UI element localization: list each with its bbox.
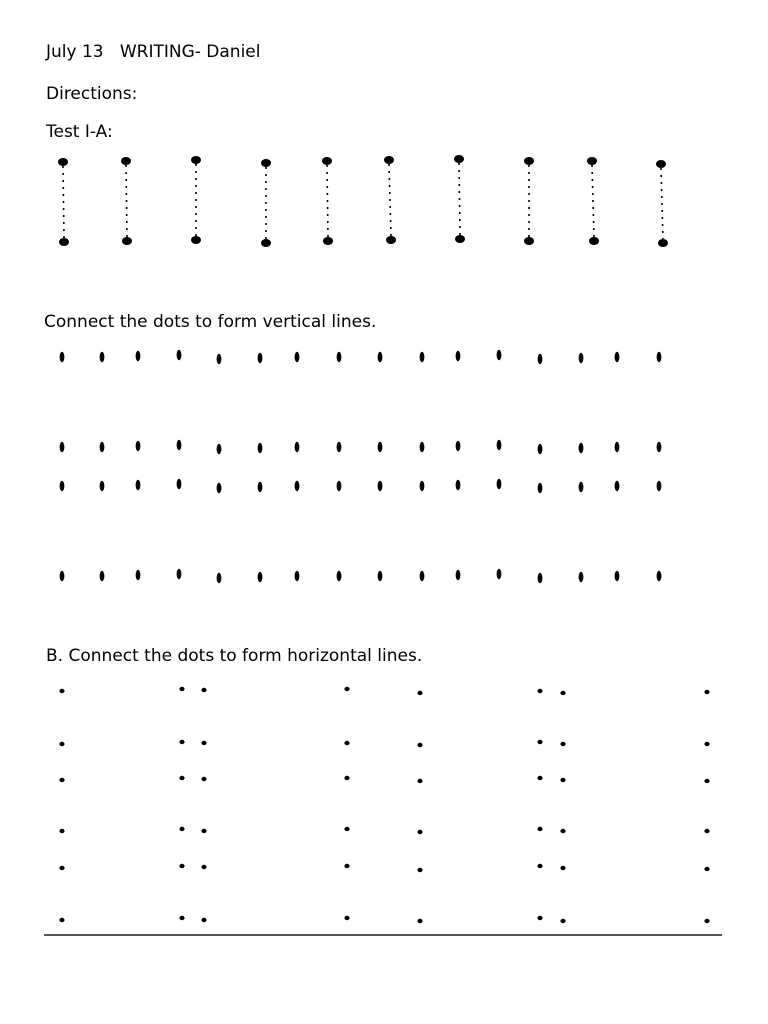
practice-dot (59, 866, 64, 870)
practice-dot (704, 829, 709, 833)
practice-dot (537, 827, 542, 831)
practice-dot (344, 741, 349, 745)
practice-dot (537, 864, 542, 868)
practice-dot (560, 866, 565, 870)
practice-dot (560, 919, 565, 923)
practice-dot (417, 868, 422, 872)
practice-dot (537, 916, 542, 920)
bottom-rule (44, 934, 722, 936)
practice-dot (59, 829, 64, 833)
practice-dot (560, 742, 565, 746)
practice-dot (704, 919, 709, 923)
practice-dot (417, 919, 422, 923)
practice-dot (179, 864, 184, 868)
practice-dot (417, 779, 422, 783)
practice-dot (201, 829, 206, 833)
practice-dot (201, 741, 206, 745)
practice-dot (704, 742, 709, 746)
practice-dot (344, 687, 349, 691)
practice-dot (179, 916, 184, 920)
directions-label: Directions: (46, 84, 138, 104)
practice-dot (344, 776, 349, 780)
practice-dot (179, 827, 184, 831)
section-a-instruction: Connect the dots to form vertical lines. (44, 312, 377, 332)
practice-dot (344, 827, 349, 831)
practice-dot (560, 691, 565, 695)
practice-dot (179, 687, 184, 691)
practice-dot (201, 688, 206, 692)
practice-dot (417, 830, 422, 834)
practice-dot (59, 918, 64, 922)
practice-dot (344, 864, 349, 868)
header-date: July 13 (46, 42, 104, 62)
practice-dot (201, 918, 206, 922)
header-subject: WRITING- Daniel (119, 42, 261, 62)
practice-dot (560, 829, 565, 833)
test-label: Test I-A: (46, 122, 113, 142)
practice-dot (417, 691, 422, 695)
practice-dot (537, 776, 542, 780)
practice-dot (704, 690, 709, 694)
practice-dot (417, 743, 422, 747)
practice-dot (179, 740, 184, 744)
practice-dot (201, 865, 206, 869)
practice-dot (560, 778, 565, 782)
section-b-instruction: B. Connect the dots to form horizontal lines. (46, 646, 423, 666)
practice-dot (537, 689, 542, 693)
practice-dot (179, 776, 184, 780)
practice-dot (704, 779, 709, 783)
practice-dot (59, 689, 64, 693)
practice-dot (537, 740, 542, 744)
practice-dot (704, 867, 709, 871)
practice-dot (59, 778, 64, 782)
practice-dot (201, 777, 206, 781)
practice-dot (59, 742, 64, 746)
practice-dot (344, 916, 349, 920)
